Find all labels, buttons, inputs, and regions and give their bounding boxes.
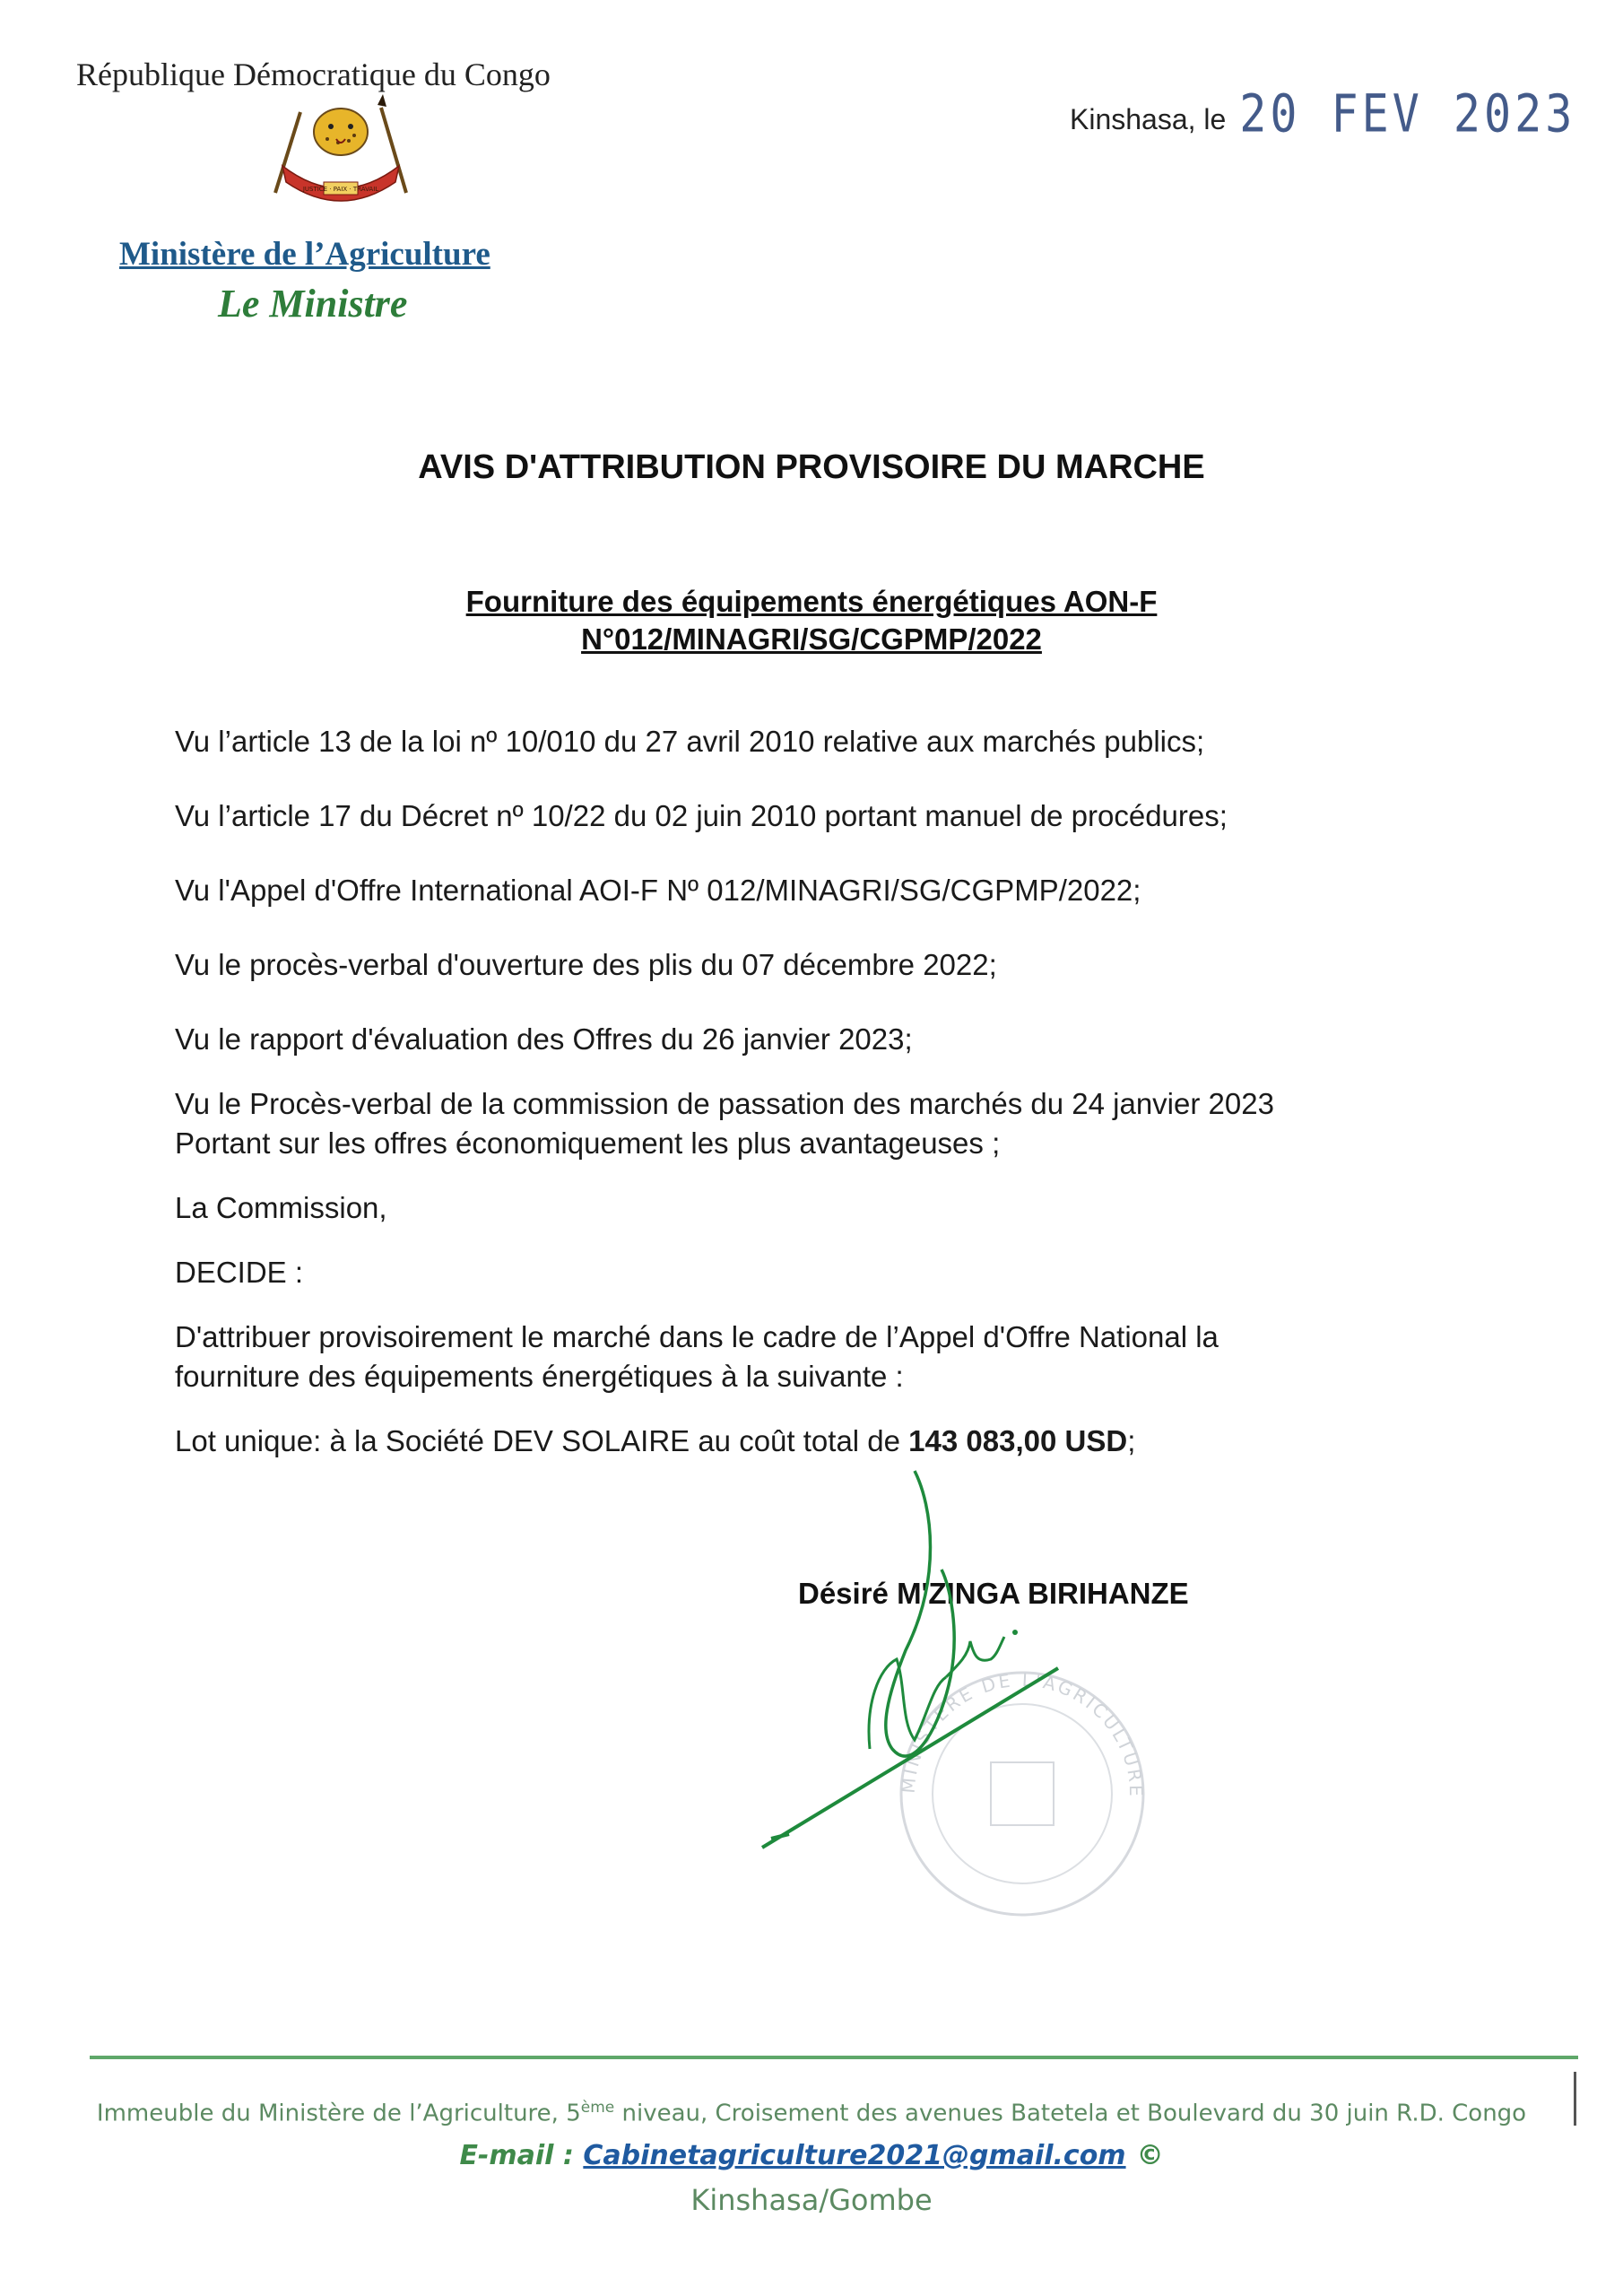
office-title: Le Ministre (218, 282, 408, 326)
consideration-3: Vu l'Appel d'Offre International AOI-F Nº 012/MINAGRI/SG/CGPMP/2022; (175, 874, 1141, 907)
copyright-symbol: © (1136, 2140, 1164, 2171)
footer-address-part-2: niveau, Croisement des avenues Batetela et Boulevard du 30 juin R.D. Congo (614, 2100, 1527, 2127)
email-label: E-mail : (459, 2140, 584, 2171)
subtitle-line-2: N°012/MINAGRI/SG/CGPMP/2022 (581, 622, 1042, 656)
lot-prefix: Lot unique: à la Société DEV SOLAIRE au coût total de (175, 1424, 900, 1457)
date-line (1070, 83, 1576, 144)
lot-amount: 143 083,00 USD (908, 1424, 1128, 1457)
emblem-motto: JUSTICE · PAIX · TRAVAIL (302, 186, 379, 193)
award-line-1: D'attribuer provisoirement le marché dans le cadre de l’Appel d'Offre National la (175, 1320, 1219, 1353)
award-line-2: fourniture des équipements énergétiques à la suivante : (175, 1360, 904, 1393)
document-subtitle (0, 583, 1623, 658)
footer-city: Kinshasa/Gombe (690, 2183, 933, 2217)
document-title: AVIS D'ATTRIBUTION PROVISOIRE DU MARCHE (418, 448, 1205, 486)
consideration-5: Vu le rapport d'évaluation des Offres du 26 janvier 2023; (175, 1022, 913, 1056)
subtitle-line-1: Fourniture des équipements énergétiques AON-F (465, 585, 1158, 618)
consideration-2: Vu l’article 17 du Décret nº 10/22 du 02 juin 2010 portant manuel de procédures; (175, 799, 1228, 832)
coat-of-arms-emblem (265, 94, 417, 211)
consideration-1: Vu l’article 13 de la loi nº 10/010 du 27 avril 2010 relative aux marchés publics; (175, 725, 1205, 758)
footer-email-line (0, 2140, 1623, 2171)
commission-pv-line-2: Portant sur les offres économiquement les plus avantageuses ; (175, 1126, 1001, 1160)
seal-text: MINISTERE DE L'AGRICULTURE (897, 1668, 1148, 1799)
lot-suffix: ; (1127, 1424, 1136, 1457)
decide-label: DECIDE : (175, 1256, 304, 1289)
handwritten-signature (735, 1453, 1112, 1866)
consideration-4: Vu le procès-verbal d'ouverture des plis du 07 décembre 2022; (175, 948, 997, 981)
footer-address-sup: ème (580, 2099, 615, 2117)
commission-label: La Commission, (175, 1191, 387, 1224)
footer-address-part-1: Immeuble du Ministère de l’Agriculture, 5 (96, 2100, 581, 2127)
footer-address (0, 2099, 1623, 2127)
ministry-name: Ministère de l’Agriculture (119, 236, 490, 273)
date-stamp: 20 FEV 2023 (1239, 83, 1576, 144)
commission-pv-line-1: Vu le Procès-verbal de la commission de passation des marchés du 24 janvier 2023 (175, 1087, 1274, 1120)
email-link[interactable]: Cabinetagriculture2021@gmail.com (583, 2140, 1126, 2171)
document-body (175, 722, 1448, 1461)
signer-name: Désiré M'ZINGA BIRIHANZE (798, 1577, 1189, 1610)
date-prefix: Kinshasa, le (1070, 103, 1227, 135)
footer-divider (90, 2056, 1578, 2059)
country-name: République Démocratique du Congo (76, 57, 551, 92)
